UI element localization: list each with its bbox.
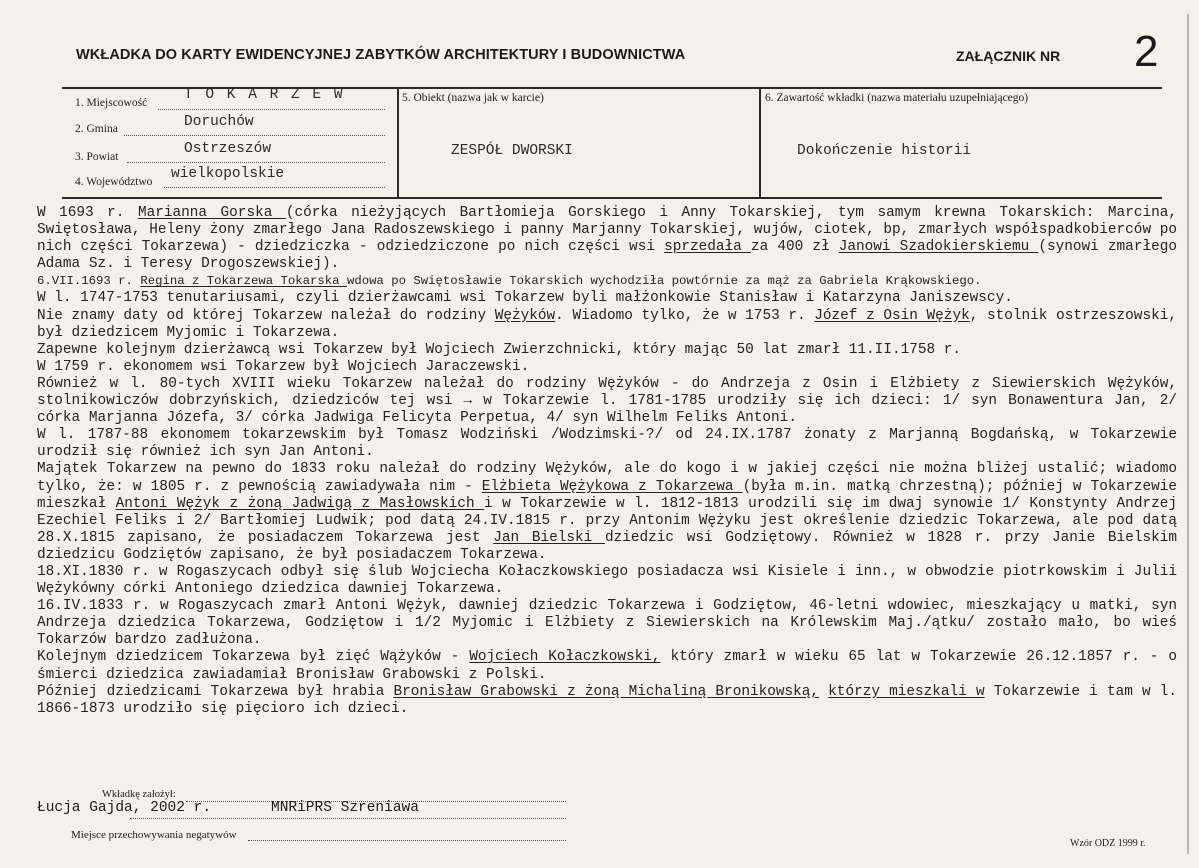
powiat-label: 3. Powiat [75, 151, 119, 163]
negatives-label: Miejsce przechowywania negatywów [71, 829, 237, 841]
text-run: . Wiadomo tylko, że w 1753 r. [555, 307, 815, 324]
author-label: Wkładkę założył: [102, 789, 176, 800]
history-text [37, 205, 1177, 718]
institution-value: MNRiPRS Szreniawa [271, 800, 419, 816]
wojewodztwo-value: wielkopolskie [171, 166, 285, 182]
paragraph-3: W l. 1747-1753 tenutariusami, czyli dzierżawcami wsi Tokarzew byli małżonkowie Stanisław i Katarzyna Janiszewscy. [37, 290, 1013, 307]
paragraph-6: W 1759 r. ekonomem wsi Tokarzew był Wojciech Jaraczewski. [37, 358, 530, 375]
gmina-dots [124, 135, 385, 136]
text-run: za 400 zł [750, 239, 839, 256]
text-run: Nie znamy daty od której Tokarzew należał do rodziny [37, 307, 495, 324]
underlined-name: Elżbieta Wężykowa z Tokarzewa [481, 478, 743, 495]
underlined-phrase: którzy mieszkali w [828, 683, 985, 700]
author-dots-2 [130, 818, 566, 819]
attachment-number: 2 [1134, 27, 1159, 76]
paragraph-11: 16.IV.1833 r. w Rogaszycach zmarł Antoni Wężyk, dawniej dziedzic Tokarzewa i Godziętow, 46-letni wdowiec, mieszkający u matki, syn Andrzeja dziedzica Tokarzewa, Godziętow i 1/2 Myjomic i Elżbiety z Siewierskich na Królewskim Maj./ątku/ zostało mało, bo wieś Tokarzów bardzo zadłużona. [37, 598, 1177, 649]
author-value: Łucja Gajda, 2002 r. [37, 800, 212, 816]
gmina-value: Doruchów [184, 114, 254, 130]
miejscowosc-value: T O K A R Z E W [184, 87, 345, 103]
paragraph-2 [37, 273, 1177, 290]
powiat-value: Ostrzeszów [184, 141, 272, 157]
paragraph-13 [37, 684, 1177, 718]
underlined-phrase: sprzedała [664, 239, 751, 256]
underlined-name: Wężyków [494, 307, 556, 324]
card-edge [1187, 14, 1189, 854]
gmina-label: 2. Gmina [75, 123, 118, 135]
text-run: (córka nieżyjących Bartłomieja Gorskiego i Anny Tokarskiej, tym samym krewna Tokarskich: Marcina, Swiętosława, Heleny żony zmarłego Jana Radoszewskiego i panny Marjanny Tokarskiej, wujów, ciotek, bp, zmarłych współspadkobierców po nich części Tokarzewa) - dziedziczka - odziedziczone po nich części wsi [37, 205, 1178, 256]
text-run: Później dziedzicami Tokarzewa był hrabia [37, 683, 394, 700]
negatives-dots [248, 840, 566, 841]
contents-label: 6. Zawartość wkładki (nazwa materiału uzupełniającego) [765, 92, 1029, 104]
paragraph-1 [37, 205, 1177, 273]
text-run: wdowa po Swiętosławie Tokarskich wychodziła powtórnie za mąż za Gabriela Krąkowskiego. [346, 274, 982, 289]
column-divider-1 [397, 87, 399, 198]
paragraph-12 [37, 649, 1177, 683]
text-run: Majątek Tokarzew na pewno do 1833 roku należał do rodziny Wężyków, ale do kogo i w jakiej części nie można bliżej ustalić; wiadomo tylko, że: w 1805 r. z pewnością zawiadywała nim - [37, 461, 1177, 495]
fields-divider [62, 197, 1162, 199]
underlined-name: Regina z Tokarzewa Tokarska [140, 274, 347, 289]
text-run: i w Tokarzewie w l. 1812-1813 urodzili się im dwaj synowie 1/ Konstynty Andrzej Ezechiel Feliks i 2/ Bartłomiej Ludwik; pod datą 24.IV.1815 r. przy Antonim Wężyku jest określenie dziedzic Tokarzewa, ale pod datą 28.X.1815 zapisano, że posiadaczem Tokarzewa jest [37, 495, 1178, 546]
text-run: Kolejnym dziedzicem Tokarzewa był zięć Wążyków - [37, 649, 470, 666]
underlined-name: Józef z Osin Wężyk [814, 307, 970, 324]
text-run: (synowi zmarłego Adama Sz. i Teresy Drogoszewskiej). [37, 239, 1177, 273]
object-label: 5. Obiekt (nazwa jak w karcie) [402, 92, 544, 104]
form-template-label: Wzór ODZ 1999 r. [1070, 838, 1146, 849]
text-run: który zmarł w wieku 65 lat w Tokarzewie 26.12.1857 r. - o śmierci dziedzica zawiadamiał Bronisław Grabowski z Polski. [37, 649, 1177, 683]
text-run: W 1693 r. [37, 205, 138, 221]
text-run: (była m.in. matką chrzestną); później w Tokarzewie mieszkał [37, 478, 1177, 512]
page-title: WKŁADKA DO KARTY EWIDENCYJNEJ ZABYTKÓW ARCHITEKTURY I BUDOWNICTWA [76, 47, 686, 63]
text-run: , stolnik ostrzeszowski, był dziedzicem Myjomic i Tokarzewa. [37, 307, 1177, 341]
object-value: ZESPÓŁ DWORSKI [451, 143, 573, 159]
contents-value: Dokończenie historii [797, 143, 972, 159]
paragraph-4 [37, 308, 1177, 342]
underlined-name: Wojciech Kołaczkowski, [469, 649, 661, 666]
text-run: dziedzic wsi Godziętowy. Również w 1828 r. przy Janie Bielskim dziedzicu Godziętów zapisano, że był posiadaczem Tokarzewa. [37, 529, 1177, 563]
underlined-name: Jan Bielski [493, 529, 605, 546]
text-run: Tokarzewie i tam w l. 1866-1873 urodziło się pięcioro ich dzieci. [37, 683, 1177, 717]
wojewodztwo-dots [164, 187, 385, 188]
underlined-name: Janowi Szadokierskiemu [838, 239, 1039, 256]
underlined-name: Marianna Gorska [137, 205, 286, 221]
attachment-label: ZAŁĄCZNIK NR [956, 48, 1061, 64]
paragraph-7: Również w l. 80-tych XVIII wieku Tokarzew należał do rodziny Wężyków - do Andrzeja z Osin i Elżbiety z Siewierskich Wężyków, stolnikowiczów dobrzyńskich, dziedziców tej wsi → w Tokarzewie l. 1781-1785 urodziły się ich dzieci: 1/ syn Bonawentura Jan, 2/ córka Marjanna Józefa, 3/ córka Jadwiga Felicyta Perpetua, 4/ syn Wilhelm Feliks Antoni. [37, 375, 1177, 427]
text-run: 6.VII.1693 r. [37, 274, 141, 289]
miejscowosc-dots [158, 109, 385, 110]
paragraph-9 [37, 461, 1177, 564]
text-run [819, 684, 828, 700]
paragraph-5: Zapewne kolejnym dzierżawcą wsi Tokarzew był Wojciech Zwierzchnicki, który mając 50 lat zmarł 11.II.1758 r. [37, 341, 962, 358]
powiat-dots [127, 162, 385, 163]
wojewodztwo-label: 4. Województwo [75, 176, 153, 188]
paragraph-10: 18.XI.1830 r. w Rogaszycach odbył się ślub Wojciecha Kołaczkowskiego posiadacza wsi Kisiele i inn., w obwodzie piotrkowskim i Julii Wężykówny córki Antoniego dziedzica dawniej Tokarzewa. [37, 563, 1177, 598]
column-divider-2 [759, 87, 761, 198]
paragraph-8: W l. 1787-88 ekonomem tokarzewskim był Tomasz Wodziński /Wodzimski-?/ od 24.IX.1787 żonaty z Marjanną Bogdańską, w Tokarzewie urodził się również ich syn Jan Antoni. [37, 427, 1177, 461]
miejscowosc-label: 1. Miejscowość [75, 97, 148, 109]
underlined-name: Bronisław Grabowski z żoną Michaliną Bronikowską, [393, 683, 820, 700]
underlined-name: Antoni Wężyk z żoną Jadwigą z Masłowskich [115, 495, 485, 512]
